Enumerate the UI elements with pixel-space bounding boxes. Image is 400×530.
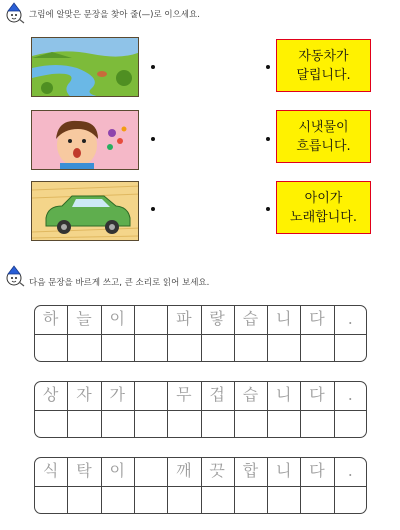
blank-write-cell[interactable]	[167, 335, 200, 361]
blank-write-cell[interactable]	[267, 411, 300, 437]
match-dot[interactable]	[151, 65, 155, 69]
trace-char-cell[interactable]: 다	[309, 309, 325, 328]
blank-write-cell[interactable]	[67, 335, 100, 361]
blank-write-cell[interactable]	[300, 411, 333, 437]
trace-char-cell[interactable]: 식	[42, 461, 59, 480]
trace-char-cell[interactable]: .	[347, 309, 353, 328]
blank-write-cell[interactable]	[234, 335, 267, 361]
blank-write-cell[interactable]	[34, 411, 67, 437]
blank-write-cell[interactable]	[167, 411, 200, 437]
child-picture	[31, 110, 139, 170]
blank-write-cell[interactable]	[267, 335, 300, 361]
match-dot[interactable]	[151, 207, 155, 211]
section2-instruction: 다음 문장을 바르게 쓰고, 큰 소리로 읽어 보세요.	[29, 278, 210, 288]
writing-grid-1[interactable]	[34, 305, 367, 362]
river-picture	[31, 37, 139, 97]
trace-char-cell[interactable]: 무	[176, 385, 192, 404]
trace-char-cell[interactable]: 이	[109, 461, 125, 480]
blank-write-cell[interactable]	[267, 487, 300, 513]
trace-char-cell[interactable]: 니	[276, 385, 292, 404]
blank-write-cell[interactable]	[201, 487, 234, 513]
trace-char-cell[interactable]: 하	[42, 309, 59, 328]
match-dot[interactable]	[266, 65, 270, 69]
sentence-card-car: 자동차가 달립니다.	[276, 39, 371, 92]
blank-write-cell[interactable]	[101, 335, 134, 361]
blank-write-cell[interactable]	[101, 411, 134, 437]
trace-char-cell[interactable]	[134, 458, 167, 484]
section1-instruction: 그림에 알맞은 문장을 찾아 줄(—)로 이으세요.	[29, 10, 200, 20]
trace-char-cell[interactable]: 끗	[209, 461, 225, 480]
river-landscape-icon	[32, 38, 139, 97]
sentence-card-child: 아이가 노래합니다.	[276, 181, 371, 234]
blank-write-cell[interactable]	[201, 335, 234, 361]
trace-char-cell[interactable]: 파	[176, 309, 192, 328]
trace-char-cell[interactable]: 상	[42, 385, 59, 404]
blank-write-cell[interactable]	[234, 411, 267, 437]
blank-write-cell[interactable]	[34, 335, 67, 361]
trace-char-cell[interactable]: .	[347, 385, 353, 404]
trace-char-cell[interactable]: .	[347, 461, 353, 480]
trace-char-cell[interactable]: 습	[242, 309, 259, 328]
match-dot[interactable]	[266, 137, 270, 141]
trace-char-cell[interactable]: 습	[242, 385, 259, 404]
blank-write-cell[interactable]	[201, 411, 234, 437]
writing-grid-3[interactable]	[34, 457, 367, 514]
blank-write-cell[interactable]	[334, 487, 367, 513]
trace-char-cell[interactable]: 가	[109, 385, 125, 404]
writing-grid-2[interactable]	[34, 381, 367, 438]
blank-write-cell[interactable]	[67, 487, 100, 513]
trace-char-cell[interactable]: 니	[276, 309, 292, 328]
blank-write-cell[interactable]	[67, 411, 100, 437]
trace-char-cell[interactable]	[134, 306, 167, 332]
mascot-icon	[3, 2, 25, 24]
trace-char-cell[interactable]: 다	[309, 461, 325, 480]
trace-char-cell[interactable]: 니	[276, 461, 292, 480]
trace-char-cell[interactable]: 랗	[209, 309, 225, 328]
car-picture	[31, 181, 139, 241]
trace-char-cell[interactable]: 자	[76, 385, 92, 404]
trace-char-cell[interactable]: 탁	[76, 461, 92, 480]
trace-char-cell[interactable]: 늘	[76, 309, 92, 328]
blank-write-cell[interactable]	[300, 335, 333, 361]
singing-child-icon	[32, 111, 139, 170]
blank-write-cell[interactable]	[134, 335, 167, 361]
trace-char-cell[interactable]: 이	[109, 309, 125, 328]
blank-write-cell[interactable]	[167, 487, 200, 513]
blank-write-cell[interactable]	[300, 487, 333, 513]
trace-char-cell[interactable]: 겁	[209, 385, 225, 404]
moving-car-icon	[32, 182, 139, 241]
mascot-icon	[3, 265, 25, 287]
trace-char-cell[interactable]: 깨	[176, 461, 192, 480]
sentence-card-stream: 시냇물이 흐릅니다.	[276, 110, 371, 163]
trace-char-cell[interactable]: 다	[309, 385, 325, 404]
blank-write-cell[interactable]	[334, 411, 367, 437]
trace-char-cell[interactable]: 합	[242, 461, 259, 480]
blank-write-cell[interactable]	[34, 487, 67, 513]
blank-write-cell[interactable]	[101, 487, 134, 513]
blank-write-cell[interactable]	[234, 487, 267, 513]
match-dot[interactable]	[151, 137, 155, 141]
blank-write-cell[interactable]	[134, 411, 167, 437]
trace-char-cell[interactable]	[134, 382, 167, 408]
blank-write-cell[interactable]	[334, 335, 367, 361]
blank-write-cell[interactable]	[134, 487, 167, 513]
match-dot[interactable]	[266, 207, 270, 211]
